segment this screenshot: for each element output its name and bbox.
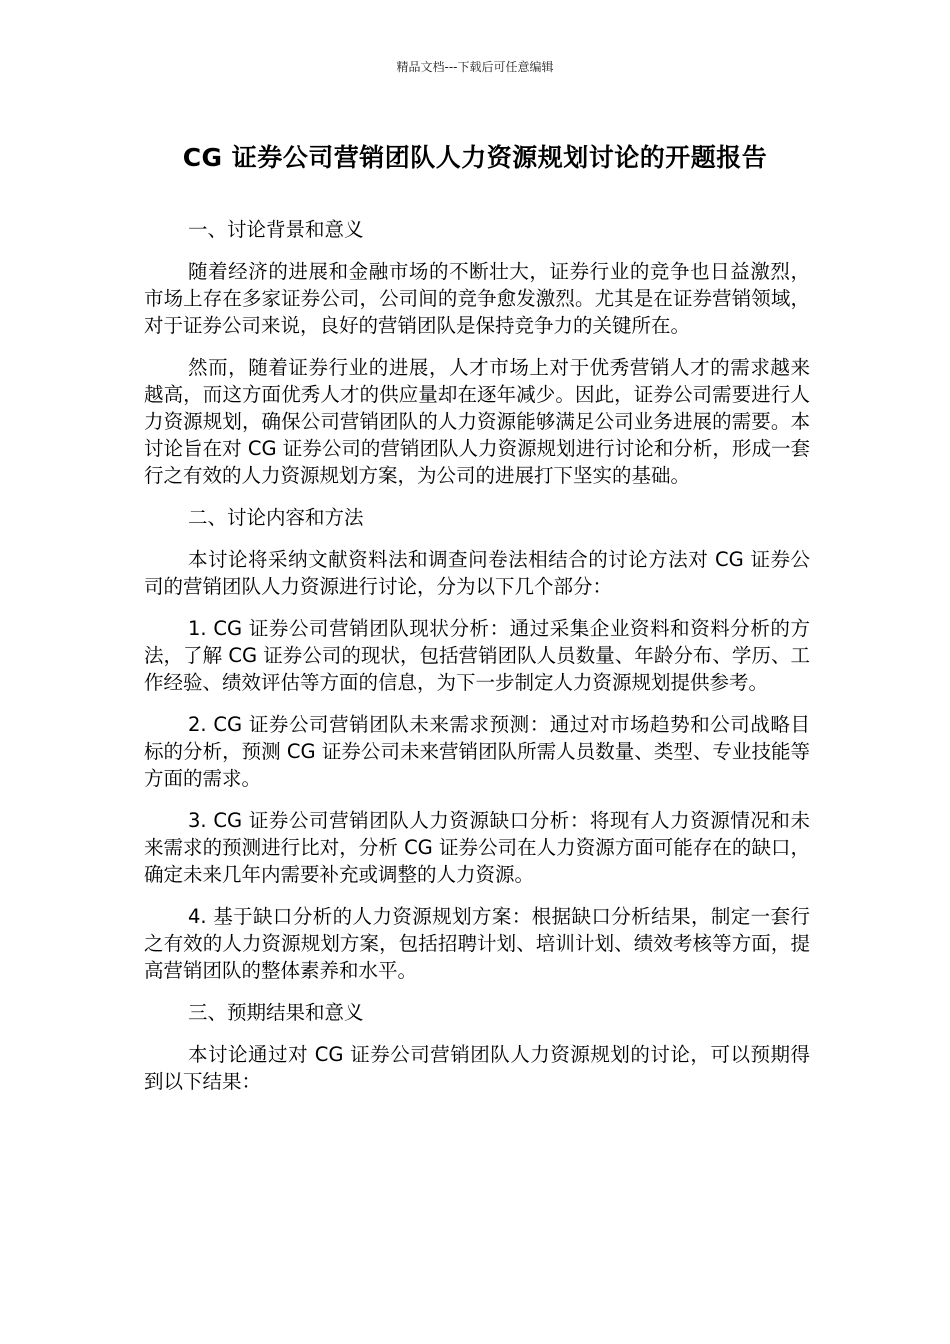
document-body <box>144 216 810 1110</box>
section-heading-expected-results: 三、预期结果和意义 <box>188 1001 364 1024</box>
list-item-paragraph: 1. CG 证券公司营销团队现状分析：通过采集企业资料和资料分析的方法，了解 CG 证券公司的现状，包括营销团队人员数量、年龄分布、学历、工作经验、绩效评估等方面的信息，为下一步制定人力资源规划提供参考。 <box>144 617 810 694</box>
section-heading-background: 一、讨论背景和意义 <box>188 218 364 241</box>
section-heading-content-methods: 二、讨论内容和方法 <box>188 506 364 529</box>
paragraph: 然而，随着证券行业的进展，人才市场上对于优秀营销人才的需求越来越高，而这方面优秀人才的供应量却在逐年减少。因此，证券公司需要进行人力资源规划，确保公司营销团队的人力资源能够满足公司业务进展的需要。本讨论旨在对 CG 证券公司的营销团队人力资源规划进行讨论和分析，形成一套行之有效的人力资源规划方案，为公司的进展打下坚实的基础。 <box>144 356 810 487</box>
list-item-paragraph: 3. CG 证券公司营销团队人力资源缺口分析：将现有人力资源情况和未来需求的预测进行比对，分析 CG 证券公司在人力资源方面可能存在的缺口，确定未来几年内需要补充或调整的人力资源。 <box>144 809 810 886</box>
paragraph: 随着经济的进展和金融市场的不断壮大，证券行业的竞争也日益激烈，市场上存在多家证券公司，公司间的竞争愈发激烈。尤其是在证券营销领域，对于证券公司来说，良好的营销团队是保持竞争力的关键所在。 <box>144 260 810 337</box>
paragraph: 本讨论通过对 CG 证券公司营销团队人力资源规划的讨论，可以预期得到以下结果： <box>144 1043 810 1093</box>
paragraph: 本讨论将采纳文献资料法和调查问卷法相结合的讨论方法对 CG 证券公司的营销团队人力资源进行讨论，分为以下几个部分： <box>144 548 810 598</box>
list-item-paragraph: 4. 基于缺口分析的人力资源规划方案：根据缺口分析结果，制定一套行之有效的人力资源规划方案，包括招聘计划、培训计划、绩效考核等方面，提高营销团队的整体素养和水平。 <box>144 905 810 982</box>
header-note: 精品文档---下载后可任意编辑 <box>396 60 554 74</box>
list-item-paragraph: 2. CG 证券公司营销团队未来需求预测：通过对市场趋势和公司战略目标的分析，预测 CG 证券公司未来营销团队所需人员数量、类型、专业技能等方面的需求。 <box>144 713 810 790</box>
document-title: CG 证券公司营销团队人力资源规划讨论的开题报告 <box>182 143 768 172</box>
